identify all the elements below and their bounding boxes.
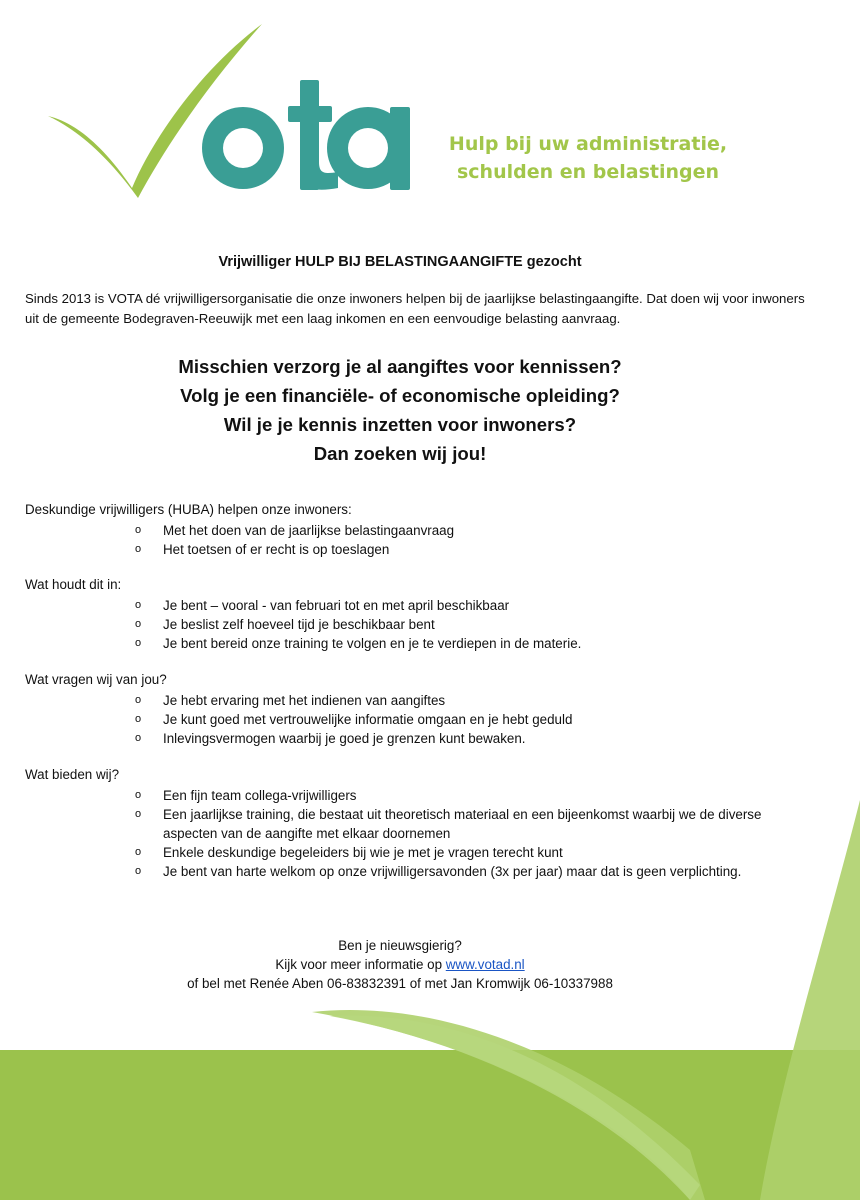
vota-logo [40, 20, 420, 205]
bullet-list [25, 691, 805, 748]
section-heading: Wat houdt dit in: [25, 577, 122, 592]
bullet-marker: o [135, 543, 142, 555]
bullet-marker: o [135, 637, 142, 649]
logo-tagline [438, 130, 738, 186]
list-item-text: Je hebt ervaring met het indienen van aangiftes [163, 693, 446, 708]
bullet-list [25, 786, 805, 881]
slogan-block [0, 352, 800, 468]
bullet-marker: o [135, 599, 142, 611]
section-wat-vragen-wij [25, 670, 805, 748]
closing-contact-line: of bel met Renée Aben 06-83832391 of met Jan Kromwijk 06-10337988 [187, 976, 613, 991]
list-item-text: Het toetsen of er recht is op toeslagen [163, 542, 390, 557]
list-item [25, 634, 805, 653]
closing-info-line [0, 955, 800, 974]
slogan-line: Wil je je kennis inzetten voor inwoners? [223, 414, 577, 435]
list-item-text: Een fijn team collega-vrijwilligers [163, 788, 357, 803]
closing-question: Ben je nieuwsgierig? [338, 938, 462, 953]
list-item [25, 596, 805, 615]
bullet-marker: o [135, 865, 142, 877]
website-link[interactable]: www.votad.nl [445, 957, 525, 972]
section-huba [25, 500, 805, 559]
list-item [25, 786, 805, 805]
section-heading: Wat bieden wij? [25, 767, 120, 782]
tagline-line-2: schulden en belastingen [456, 161, 720, 183]
list-item [25, 521, 805, 540]
list-item-text: Je bent van harte welkom op onze vrijwilligersavonden (3x per jaar) maar dat is geen verplichting. [163, 864, 742, 879]
list-item-text: Je bent bereid onze training te volgen en je te verdiepen in de materie. [163, 636, 582, 651]
section-wat-bieden-wij [25, 765, 805, 881]
bullet-marker: o [135, 732, 142, 744]
tagline-line-1: Hulp bij uw administratie, [448, 133, 728, 155]
list-item [25, 729, 805, 748]
section-wat-houdt-dit-in [25, 575, 805, 653]
bullet-marker: o [135, 846, 142, 858]
list-item [25, 843, 805, 862]
list-item [25, 615, 805, 634]
list-item-text: Met het doen van de jaarlijkse belastingaanvraag [163, 523, 455, 538]
section-heading: Deskundige vrijwilligers (HUBA) helpen onze inwoners: [25, 502, 352, 517]
bullet-marker: o [135, 694, 142, 706]
section-heading: Wat vragen wij van jou? [25, 672, 167, 687]
list-item-text: Een jaarlijkse training, die bestaat uit theoretisch materiaal en een bijeenkomst waarbij we de diverse aspecten van de aangifte met elkaar doornemen [163, 807, 762, 841]
bullet-marker: o [135, 524, 142, 536]
list-item-text: Je beslist zelf hoeveel tijd je beschikbaar bent [163, 617, 435, 632]
list-item [25, 805, 805, 843]
list-item [25, 691, 805, 710]
page-title: Vrijwilliger HULP BIJ BELASTINGAANGIFTE gezocht [218, 254, 582, 270]
list-item [25, 710, 805, 729]
list-item-text: Enkele deskundige begeleiders bij wie je met je vragen terecht kunt [163, 845, 563, 860]
bullet-marker: o [135, 713, 142, 725]
bullet-list [25, 596, 805, 653]
list-item-text: Inlevingsvermogen waarbij je goed je grenzen kunt bewaken. [163, 731, 526, 746]
list-item [25, 862, 805, 881]
bullet-marker: o [135, 808, 142, 820]
bullet-marker: o [135, 789, 142, 801]
bullet-list [25, 521, 805, 559]
list-item-text: Je kunt goed met vertrouwelijke informatie omgaan en je hebt geduld [163, 712, 573, 727]
closing-info-prefix: Kijk voor meer informatie op [275, 957, 446, 972]
bullet-marker: o [135, 618, 142, 630]
list-item-text: Je bent – vooral - van februari tot en met april beschikbaar [163, 598, 510, 613]
list-item [25, 540, 805, 559]
slogan-line: Dan zoeken wij jou! [313, 443, 487, 464]
slogan-line: Misschien verzorg je al aangiftes voor kennissen? [178, 356, 622, 377]
slogan-line: Volg je een financiële- of economische opleiding? [180, 385, 620, 406]
intro-paragraph: Sinds 2013 is VOTA dé vrijwilligersorganisatie die onze inwoners helpen bij de jaarlijkse belastingaangifte. Dat doen wij voor inwoners uit de gemeente Bodegraven-Reeuwijk met een laag inkomen en een eenvoudige belasting aanvraag. [25, 291, 805, 326]
closing-block [0, 936, 800, 993]
header-logo-area [0, 0, 860, 235]
